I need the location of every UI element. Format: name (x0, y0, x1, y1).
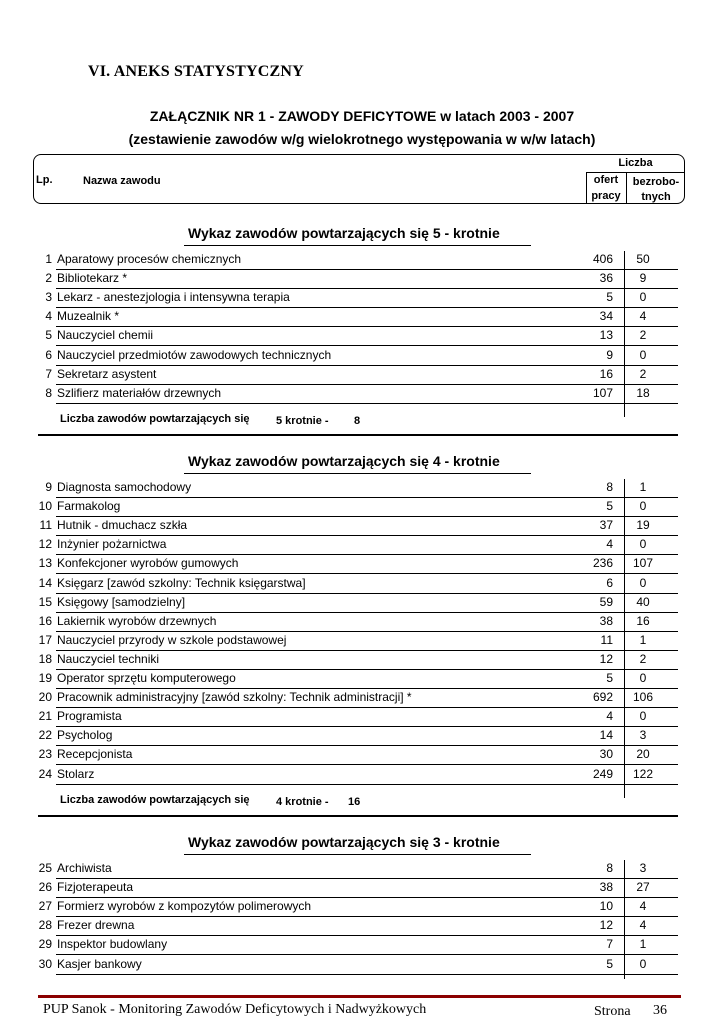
row-bezrobotni: 0 (639, 709, 647, 724)
group-title: Wykaz zawodów powtarzających się 4 - krotnie (188, 453, 500, 469)
row-bezrobotni: 1 (639, 480, 647, 494)
row-divider (56, 573, 678, 574)
row-bezrobotni: 0 (639, 671, 647, 685)
row-bezrobotni: 1 (639, 632, 647, 647)
group-summary-line (38, 434, 678, 436)
row-lp: 20 (38, 690, 52, 705)
row-lp: 10 (38, 499, 52, 514)
header-lp: Lp. (36, 174, 53, 186)
row-name: Formierz wyrobów z kompozytów polimerowych (57, 899, 312, 914)
row-divider (56, 878, 678, 879)
group-summary-label: Liczba zawodów powtarzających się (60, 413, 250, 425)
row-ofert: 12 (599, 918, 613, 933)
header-bezrob: bezrobo- (632, 176, 680, 188)
row-ofert: 37 (599, 518, 613, 533)
row-divider (56, 365, 678, 366)
row-lp: 14 (38, 575, 52, 590)
row-bezrobotni: 19 (636, 518, 650, 533)
row-bezrobotni: 2 (639, 651, 647, 666)
row-ofert: 249 (592, 766, 613, 781)
row-bezrobotni: 0 (639, 956, 647, 971)
row-name: Księgarz [zawód szkolny: Technik księgarstwa] (57, 575, 306, 590)
row-lp: 8 (45, 385, 52, 400)
row-lp: 3 (45, 290, 52, 305)
row-divider (56, 516, 678, 517)
row-name: Operator sprzętu komputerowego (57, 671, 236, 685)
header-liczba: Liczba (618, 157, 653, 169)
row-ofert: 36 (599, 271, 613, 286)
row-bezrobotni: 0 (639, 575, 647, 590)
header-name: Nazwa zawodu (83, 175, 161, 187)
row-ofert: 9 (606, 347, 613, 362)
row-ofert: 8 (606, 861, 613, 875)
footer-page-label: Strona (594, 1004, 631, 1019)
row-name: Hutnik - dmuchacz szkła (57, 518, 188, 533)
row-ofert: 6 (606, 575, 613, 590)
row-divider (56, 726, 678, 727)
row-ofert: 14 (599, 728, 613, 743)
row-name: Inspektor budowlany (57, 937, 168, 952)
row-divider (56, 612, 678, 613)
row-name: Sekretarz asystent (57, 366, 157, 381)
row-lp: 24 (38, 766, 52, 781)
row-ofert: 10 (599, 899, 613, 914)
row-name: Lakiernik wyrobów drzewnych (57, 613, 217, 628)
row-bezrobotni: 107 (632, 556, 654, 571)
row-bezrobotni: 1 (639, 937, 647, 952)
row-lp: 18 (38, 651, 52, 666)
row-name: Księgowy [samodzielny] (57, 594, 186, 609)
footer-page-number: 36 (653, 1003, 667, 1018)
row-lp: 7 (45, 366, 52, 381)
row-bezrobotni: 16 (636, 613, 650, 628)
row-name: Lekarz - anestezjologia i intensywna terapia (57, 290, 290, 305)
row-ofert: 34 (599, 309, 613, 324)
row-name: Nauczyciel techniki (57, 651, 160, 666)
row-ofert: 38 (599, 613, 613, 628)
row-ofert: 16 (599, 366, 613, 381)
row-divider (56, 764, 678, 765)
row-bezrobotni: 4 (639, 899, 647, 914)
row-bezrobotni: 27 (636, 880, 650, 895)
row-lp: 27 (38, 899, 52, 914)
row-bezrobotni: 40 (636, 594, 650, 609)
row-divider (56, 897, 678, 898)
row-divider (56, 935, 678, 936)
row-lp: 19 (38, 671, 52, 685)
row-divider (56, 345, 678, 346)
header-bezrob-2: tnych (641, 191, 671, 203)
row-divider (56, 954, 678, 955)
group-summary-line (38, 815, 678, 817)
row-ofert: 406 (592, 252, 613, 266)
row-lp: 16 (38, 613, 52, 628)
row-bezrobotni: 0 (639, 499, 647, 514)
row-lp: 5 (45, 328, 52, 343)
row-ofert: 5 (606, 671, 613, 685)
row-name: Programista (57, 709, 122, 724)
row-bezrobotni: 0 (639, 347, 647, 362)
row-name: Konfekcjoner wyrobów gumowych (57, 556, 239, 571)
row-bezrobotni: 4 (639, 309, 647, 324)
row-ofert: 12 (599, 651, 613, 666)
row-name: Psycholog (57, 728, 113, 743)
row-name: Archiwista (57, 861, 112, 875)
row-divider (56, 307, 678, 308)
row-lp: 6 (45, 347, 52, 362)
row-divider (56, 631, 678, 632)
header-ofert: ofert (593, 174, 619, 186)
row-bezrobotni: 122 (632, 766, 654, 781)
row-name: Recepcjonista (57, 747, 133, 762)
row-name: Fizjoterapeuta (57, 880, 134, 895)
row-ofert: 236 (592, 556, 613, 571)
row-ofert: 5 (606, 290, 613, 305)
row-lp: 17 (38, 632, 52, 647)
row-divider (56, 916, 678, 917)
row-name: Inżynier pożarnictwa (57, 537, 167, 552)
group-summary-label: Liczba zawodów powtarzających się (60, 794, 250, 806)
footer-bar (38, 995, 681, 998)
row-divider (56, 650, 678, 651)
row-bezrobotni: 9 (639, 271, 647, 286)
row-ofert: 8 (606, 480, 613, 494)
row-ofert: 11 (600, 632, 613, 647)
group-summary-mid: 5 krotnie - (276, 415, 329, 427)
section-title: VI. ANEKS STATYSTYCZNY (88, 63, 304, 80)
row-lp: 2 (45, 271, 52, 286)
group-title: Wykaz zawodów powtarzających się 3 - krotnie (188, 834, 500, 850)
row-lp: 26 (38, 880, 52, 895)
row-bezrobotni: 0 (639, 537, 647, 552)
row-bezrobotni: 50 (636, 252, 650, 266)
footer-title: PUP Sanok - Monitoring Zawodów Deficytowych i Nadwyżkowych (43, 1002, 427, 1017)
group-title: Wykaz zawodów powtarzających się 5 - krotnie (188, 225, 500, 241)
row-lp: 30 (38, 956, 52, 971)
row-bezrobotni: 2 (639, 328, 647, 343)
row-lp: 22 (38, 728, 52, 743)
row-divider (56, 593, 678, 594)
row-divider (56, 288, 678, 289)
row-name: Pracownik administracyjny [zawód szkolny: Technik administracji] * (57, 690, 412, 705)
row-name: Bibliotekarz * (57, 271, 128, 286)
header-ofert-2: pracy (591, 190, 621, 202)
row-name: Nauczyciel chemii (57, 328, 154, 343)
row-ofert: 38 (599, 880, 613, 895)
row-lp: 15 (38, 594, 52, 609)
row-divider (56, 497, 678, 498)
row-divider (56, 326, 678, 327)
row-name: Szlifierz materiałów drzewnych (57, 385, 222, 400)
row-name: Farmakolog (57, 499, 121, 514)
group-title-underline (184, 473, 531, 474)
row-bezrobotni: 20 (636, 747, 650, 762)
row-name: Diagnosta samochodowy (57, 480, 192, 494)
row-divider (56, 707, 678, 708)
row-ofert: 59 (599, 594, 613, 609)
row-lp: 13 (38, 556, 52, 571)
row-bezrobotni: 0 (639, 290, 647, 305)
row-divider (56, 745, 678, 746)
group-summary-count: 8 (354, 415, 361, 427)
row-bezrobotni: 18 (636, 385, 650, 400)
row-divider (56, 403, 678, 404)
row-ofert: 107 (592, 385, 613, 400)
row-ofert: 13 (599, 328, 613, 343)
row-bezrobotni: 3 (639, 861, 647, 875)
row-divider (56, 974, 678, 975)
row-divider (56, 535, 678, 536)
row-ofert: 30 (599, 747, 613, 762)
row-ofert: 4 (606, 537, 613, 552)
row-divider (56, 669, 678, 670)
row-name: Stolarz (57, 766, 95, 781)
row-bezrobotni: 2 (639, 366, 647, 381)
row-lp: 21 (38, 709, 52, 724)
row-lp: 25 (38, 861, 52, 875)
document-subtitle: (zestawienie zawodów w/g wielokrotnego występowania w w/w latach) (128, 131, 596, 147)
row-lp: 12 (38, 537, 52, 552)
row-divider (56, 384, 678, 385)
document-title: ZAŁĄCZNIK NR 1 - ZAWODY DEFICYTOWE w latach 2003 - 2007 (149, 108, 575, 124)
row-ofert: 7 (606, 937, 613, 952)
group-title-underline (184, 245, 531, 246)
group-summary-count: 16 (348, 796, 361, 808)
row-lp: 23 (38, 747, 52, 762)
row-ofert: 692 (592, 690, 613, 705)
row-name: Frezer drewna (57, 918, 135, 933)
row-name: Nauczyciel przedmiotów zawodowych technicznych (57, 347, 332, 362)
row-lp: 11 (39, 518, 52, 533)
row-name: Kasjer bankowy (57, 956, 142, 971)
row-lp: 29 (38, 937, 52, 952)
row-lp: 28 (38, 918, 52, 933)
row-name: Nauczyciel przyrody w szkole podstawowej (57, 632, 287, 647)
row-divider (56, 784, 678, 785)
row-divider (56, 688, 678, 689)
row-ofert: 5 (606, 499, 613, 514)
row-ofert: 5 (606, 956, 613, 971)
row-bezrobotni: 106 (632, 690, 654, 705)
row-divider (56, 554, 678, 555)
row-name: Aparatowy procesów chemicznych (57, 252, 242, 266)
row-lp: 9 (45, 480, 52, 494)
row-lp: 1 (45, 252, 52, 266)
row-lp: 4 (45, 309, 52, 324)
row-ofert: 4 (606, 709, 613, 724)
row-name: Muzealnik * (57, 309, 120, 324)
group-title-underline (184, 854, 531, 855)
row-bezrobotni: 3 (639, 728, 647, 743)
header-divider (586, 172, 685, 173)
row-bezrobotni: 4 (639, 918, 647, 933)
group-summary-mid: 4 krotnie - (276, 796, 329, 808)
row-divider (56, 269, 678, 270)
